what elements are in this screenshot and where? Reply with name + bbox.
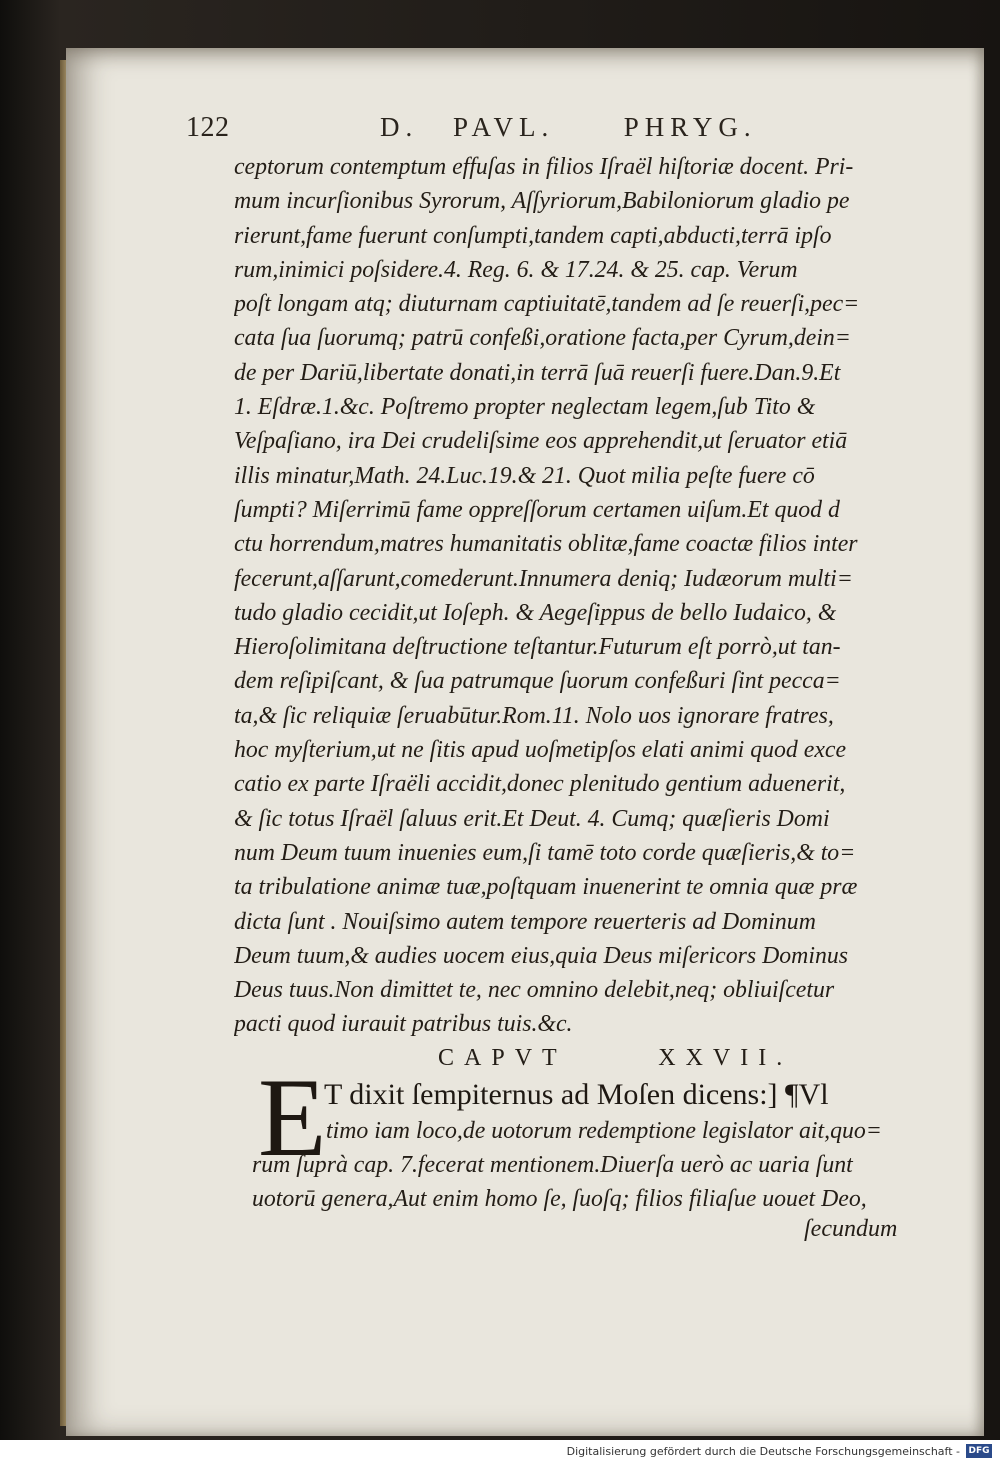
text-line: pacti quod iurauit patribus tuis.&c. (234, 1011, 573, 1038)
text-line: ctu horrendum,matres humanitatis oblitæ,fame coactæ filios inter (234, 531, 858, 558)
chapter-line: rum ſuprà cap. 7.fecerat mentionem.Diuerſa uerò ac uaria ſunt (252, 1152, 853, 1178)
text-line: Deus tuus.Non dimittet te, nec omnino delebit,neq; obliuiſcetur (234, 977, 835, 1004)
text-line: illis minatur,Math. 24.Luc.19.& 21. Quot milia peſte fuere cō (234, 462, 815, 489)
drop-cap-initial: E (258, 1056, 327, 1180)
text-line: catio ex parte Iſraëli accidit,donec plenitudo gentium aduenerit, (234, 771, 846, 798)
text-line: ta tribulatione animæ tuæ,poſtquam inuenerint te omnia quæ præ (234, 874, 858, 901)
catchword: ſecundum (804, 1216, 898, 1242)
text-line: ſumpti? Miſerrimū fame oppreſſorum certamen uiſum.Et quod d (234, 496, 840, 523)
text-line: poſt longam atq; diuturnam captiuitatē,tandem ad ſe reuerſi,pec= (234, 291, 860, 318)
footer-credit: Digitalisierung gefördert durch die Deutsche Forschungsgemeinschaft - (566, 1445, 960, 1458)
digitization-footer (0, 1440, 1000, 1463)
page-number: 122 (186, 112, 230, 143)
text-line: & ſic totus Iſraël ſaluus erit.Et Deut. 4. Cumq; quæſieris Domi (234, 805, 830, 832)
text-line: Veſpaſiano, ira Dei crudeliſsime eos apprehendit,ut ſeruator etiā (234, 428, 848, 455)
chapter-first-line: T dixit ſempiternus ad Moſen dicens:] ¶Vl (324, 1078, 829, 1111)
text-line: Deum tuum,& audies uocem eius,quia Deus miſericors Dominus (234, 942, 849, 969)
text-line: mum incurſionibus Syrorum, Aſſyriorum,Babiloniorum gladio pe (234, 188, 850, 215)
text-line: dicta ſunt . Nouiſsimo autem tempore reuerteris ad Dominum (234, 908, 816, 935)
text-line: ta,& ſic reliquiæ ſeruabūtur.Rom.11. Nolo uos ignorare fratres, (234, 702, 834, 729)
body-text (234, 150, 914, 1042)
text-line: ceptorum contemptum effuſas in filios Iſraël hiſtoriæ docent. Pri- (234, 154, 854, 180)
chapter-line: uotorū genera,Aut enim homo ſe, ſuoſq; filios filiaſue uouet Deo, (252, 1186, 867, 1212)
text-line: de per Dariū,libertate donati,in terrā ſuā reuerſi fuere.Dan.9.Et (234, 359, 841, 386)
dfg-logo-icon: DFG (966, 1444, 992, 1458)
text-line: dem reſipiſcant, & ſua patrumque ſuorum confeßuri ſint pecca= (234, 668, 841, 695)
text-line: Hieroſolimitana deſtructione teſtantur.Futurum eſt porrò,ut tan- (234, 634, 841, 661)
text-line: 1. Eſdræ.1.&c. Poſtremo propter neglectam legem,ſub Tito & (234, 394, 816, 421)
text-line: num Deum tuum inuenies eum,ſi tamē toto corde quæſieris,& to= (234, 839, 856, 866)
text-line: rum,inimici poſsidere.4. Reg. 6. & 17.24. & 25. cap. Verum (234, 256, 798, 283)
text-line: rierunt,fame fuerunt conſumpti,tandem capti,abducti,terrā ipſo (234, 222, 832, 249)
text-line: hoc myſterium,ut ne ſitis apud uoſmetipſos elati animi quod exce (234, 737, 847, 764)
chapter-heading: CAPVT XXVII. (438, 1045, 793, 1071)
text-line: tudo gladio cecidit,ut Ioſeph. & Aegeſippus de bello Iudaico, & (234, 599, 837, 626)
text-line: fecerunt,aſſarunt,comederunt.Innumera deniq; Iudæorum multi= (234, 565, 853, 592)
chapter-line: timo iam loco,de uotorum redemptione legislator ait,quo= (326, 1118, 882, 1144)
running-title: D. PAVL. PHRYG. (380, 112, 757, 142)
running-head (0, 112, 1000, 148)
text-line: cata ſua ſuorumq; patrū confeßi,oratione facta,per Cyrum,dein= (234, 325, 851, 352)
